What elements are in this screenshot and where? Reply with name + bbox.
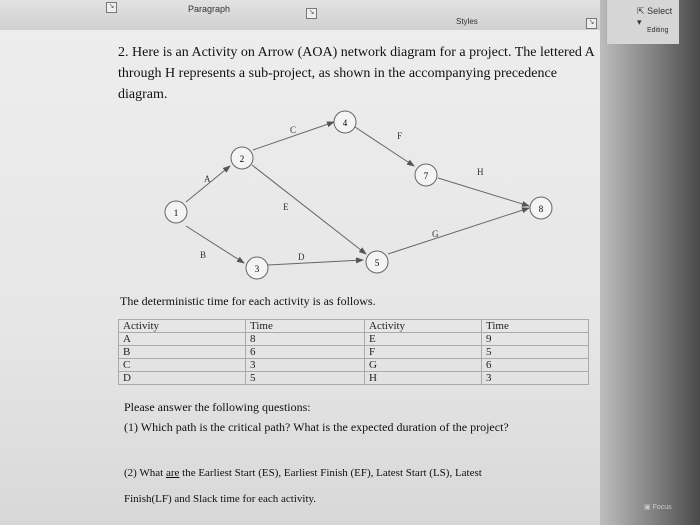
node-3: [246, 257, 268, 279]
select-button[interactable]: ⇱ Select ▾: [637, 6, 673, 27]
header-cell: Time: [246, 320, 365, 333]
node-7: [415, 164, 437, 186]
table-cell: G: [365, 359, 482, 372]
instructions-text: Please answer the following questions:: [124, 400, 311, 414]
table-cell: 9: [482, 333, 589, 346]
svg-text:4: 4: [342, 118, 348, 128]
svg-text:2: 2: [239, 154, 245, 164]
table-row: [119, 333, 589, 346]
header-cell: Activity: [365, 320, 482, 333]
node-4: [334, 111, 356, 133]
deterministic-time-text: The deterministic time for each activity is as follows.: [120, 294, 376, 308]
label-B: B: [200, 250, 207, 260]
styles-dialog-launcher-icon[interactable]: ↘: [586, 18, 597, 29]
focus-icon: ▣: [644, 504, 651, 511]
table-cell: E: [365, 333, 482, 346]
question-2-line-2: Finish(LF) and Slack time for each activity.: [124, 493, 317, 505]
arrow-B: [186, 226, 244, 263]
label-A: A: [204, 174, 211, 184]
arrow-G: [388, 208, 529, 254]
table-row: [119, 359, 589, 372]
table-row: [119, 346, 589, 359]
node-1: [165, 201, 187, 223]
question-2-line-1: (2) What are the Earliest Start (ES), Earliest Finish (EF), Latest Start (LS), Latest: [124, 467, 482, 479]
table-cell: 6: [246, 346, 365, 359]
focus-button[interactable]: ▣ Focus: [644, 504, 672, 511]
table-cell: 6: [482, 359, 589, 372]
svg-text:1: 1: [173, 208, 179, 218]
label-D: D: [298, 252, 305, 262]
question-2-part-2: [124, 460, 594, 512]
document-page[interactable]: [0, 30, 600, 525]
table-cell: B: [119, 346, 246, 359]
node-8: [530, 197, 552, 219]
table-cell: A: [119, 333, 246, 346]
header-cell: Activity: [119, 320, 246, 333]
activity-time-table: [118, 319, 589, 385]
label-G: G: [432, 229, 439, 239]
table-row: [119, 372, 589, 385]
question-line: through H represents a sub-project, as shown in the accompanying precedence: [118, 66, 557, 81]
table-cell: 3: [482, 372, 589, 385]
node-5: [366, 251, 388, 273]
table-cell: F: [365, 346, 482, 359]
arrow-H: [438, 178, 529, 206]
table-cell: 3: [246, 359, 365, 372]
table-cell: 5: [246, 372, 365, 385]
font-dialog-launcher-icon[interactable]: ↘: [106, 2, 117, 13]
table-cell: D: [119, 372, 246, 385]
arrow-D: [268, 260, 363, 265]
spellcheck-word: are: [165, 467, 180, 479]
svg-text:5: 5: [374, 258, 380, 268]
table-cell: 5: [482, 346, 589, 359]
arrow-A: [186, 166, 230, 202]
table-header-row: [119, 320, 589, 333]
paragraph-dialog-launcher-icon[interactable]: ↘: [306, 8, 317, 19]
question-line: diagram.: [118, 87, 168, 102]
svg-text:7: 7: [423, 171, 429, 181]
paragraph-group-label: Paragraph: [188, 4, 231, 14]
editing-group-label: Editing: [647, 27, 669, 34]
header-cell: Time: [482, 320, 589, 333]
arrow-E: [252, 165, 366, 254]
question-line: 2. Here is an Activity on Arrow (AOA) network diagram for a project. The lettered A: [118, 45, 595, 60]
styles-group-label: Styles: [456, 17, 478, 26]
label-H: H: [477, 167, 484, 177]
table-cell: C: [119, 359, 246, 372]
table-cell: 8: [246, 333, 365, 346]
editing-panel: [606, 0, 679, 44]
arrow-F: [355, 127, 414, 166]
label-F: F: [397, 131, 403, 141]
table-cell: H: [365, 372, 482, 385]
select-arrow-icon: ⇱: [637, 6, 645, 16]
window-edge: [600, 0, 700, 525]
node-2: [231, 147, 253, 169]
question-1: (1) Which path is the critical path? What is the expected duration of the project?: [124, 420, 509, 434]
aoa-network-diagram: [0, 30, 600, 290]
label-E: E: [283, 202, 289, 212]
ribbon: [0, 0, 700, 31]
svg-text:3: 3: [254, 264, 260, 274]
label-C: C: [290, 125, 297, 135]
svg-text:8: 8: [538, 204, 544, 214]
